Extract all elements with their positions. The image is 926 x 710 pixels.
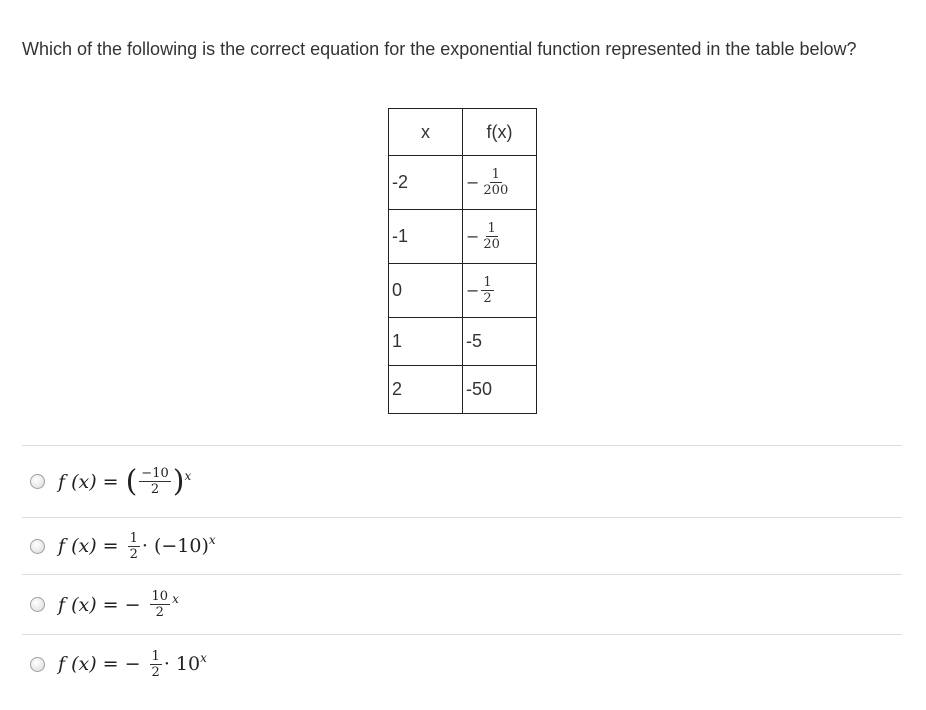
option-formula: f (x) = − $\frac{1}{2}$ · 10 $^x$: [58, 648, 207, 680]
table-row: [389, 318, 537, 366]
header-x: x: [389, 109, 463, 156]
table-row: [389, 156, 537, 210]
radio-button[interactable]: [30, 597, 45, 612]
cell-fx: − $\frac{1}{200}$: [463, 156, 537, 210]
cell-x: 2: [389, 366, 463, 414]
answer-option-2[interactable]: [22, 517, 902, 574]
table-row: [389, 264, 537, 318]
cell-fx: − $\frac{1}{2}$: [463, 264, 537, 318]
cell-x: 0: [389, 264, 463, 318]
cell-x: -1: [389, 210, 463, 264]
radio-button[interactable]: [30, 657, 45, 672]
question-text: Which of the following is the correct equation for the exponential function represented in the table below?: [22, 39, 857, 59]
header-fx: f(x): [463, 109, 537, 156]
answer-option-1[interactable]: [22, 445, 902, 517]
answer-option-3[interactable]: [22, 574, 902, 634]
values-table: [388, 108, 537, 414]
answer-option-4[interactable]: [22, 634, 902, 693]
radio-button[interactable]: [30, 539, 45, 554]
table-row: [389, 366, 537, 414]
cell-x: -2: [389, 156, 463, 210]
option-formula: f (x) = ( $\frac{-10}{2}$ ) $^x$: [58, 463, 192, 499]
cell-fx: -5: [463, 318, 537, 366]
radio-button[interactable]: [30, 474, 45, 489]
table-row: [389, 210, 537, 264]
option-formula: f (x) = $\frac{1}{2}$ · (−10) $^x$: [58, 530, 216, 562]
cell-fx: − $\frac{1}{20}$: [463, 210, 537, 264]
answer-options: [22, 445, 902, 693]
cell-x: 1: [389, 318, 463, 366]
option-formula: f (x) = − $\frac{10}{2}$ $^x$: [58, 589, 179, 620]
cell-fx: -50: [463, 366, 537, 414]
table-header-row: [389, 109, 537, 156]
